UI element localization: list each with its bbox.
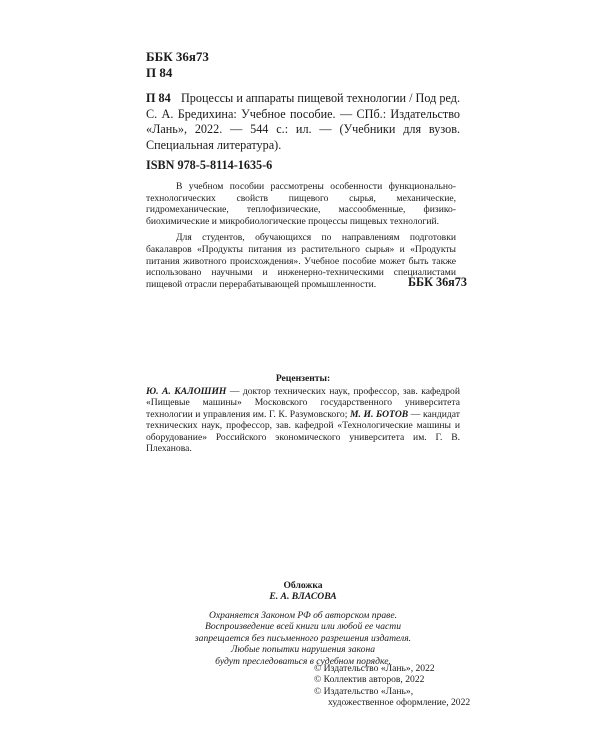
reviewers-text xyxy=(146,386,460,454)
bibliographic-entry xyxy=(146,91,460,153)
copyright-notice xyxy=(146,610,460,667)
copyright-block xyxy=(314,663,470,709)
notice-line: Охраняется Законом РФ об авторском праве. xyxy=(209,610,397,621)
copyright-line: © Издательство «Лань», xyxy=(314,685,414,697)
bbk-code-bottom: ББК 36я73 xyxy=(408,275,467,289)
entry-author-mark: П 84 xyxy=(146,91,171,105)
bbk-classification xyxy=(146,49,209,81)
bbk-code: ББК 36я73 xyxy=(146,49,209,64)
reviewer-description: — доктор технических наук, профессор, зав. кафедрой «Пищевые машины» Московского государственного университета технологии и управления им. Г. К. Разумовского; xyxy=(146,386,460,420)
cover-designer: Е. А. ВЛАСОВА xyxy=(269,591,337,602)
copyright-line: художественное оформление, 2022 xyxy=(328,697,471,709)
notice-line: запрещается без письменного разрешения издателя. xyxy=(194,632,412,644)
cover-label: Обложка xyxy=(283,580,323,591)
author-mark: П 84 xyxy=(146,65,173,80)
entry-description: Процессы и аппараты пищевой технологии / Под ред. С. А. Бредихина: Учебное пособие. — СПб.: Издательство «Лань», 2022. — 544 с.: ил. — (Учебники для вузов. Специальная литература). xyxy=(146,91,460,152)
copyright-line: © Издательство «Лань», 2022 xyxy=(314,663,435,674)
reviewer-description: — кандидат технических наук, профессор, зав. кафедрой «Технологические машины и оборудование» Российского экономического университета им. Г. В. Плеханова. xyxy=(146,408,460,455)
abstract-paragraph: Для студентов, обучающихся по направлениям подготовки бакалавров «Продукты питания из растительного сырья» и «Продукты питания животного происхождения». Учебное пособие может быть также использовано научными и инженерно-техническими специалистами пищевой отрасли перерабатывающей промышленности. xyxy=(146,232,456,290)
copyright-line: © Коллектив авторов, 2022 xyxy=(314,674,425,686)
abstract-paragraph: В учебном пособии рассмотрены особенности функционально-технологических свойств пищевого сырья, механические, гидромеханические, теплофизические, массообменные, физико-биохимические и микробиологические процессы пищевых технологий. xyxy=(146,181,456,227)
reviewers-title: Рецензенты: xyxy=(275,373,331,384)
notice-line: Воспроизведение всей книги или любой ее части xyxy=(204,621,402,633)
notice-line: Любые попытки нарушения закона xyxy=(230,644,376,656)
reviewer-name: М. И. БОТОВ xyxy=(350,408,409,420)
isbn: ISBN 978-5-8114-1635-6 xyxy=(146,158,273,172)
reviewer-name: Ю. А. КАЛОШИН xyxy=(146,386,227,397)
notice-line: будут преследоваться в судебном порядке. xyxy=(215,655,391,667)
